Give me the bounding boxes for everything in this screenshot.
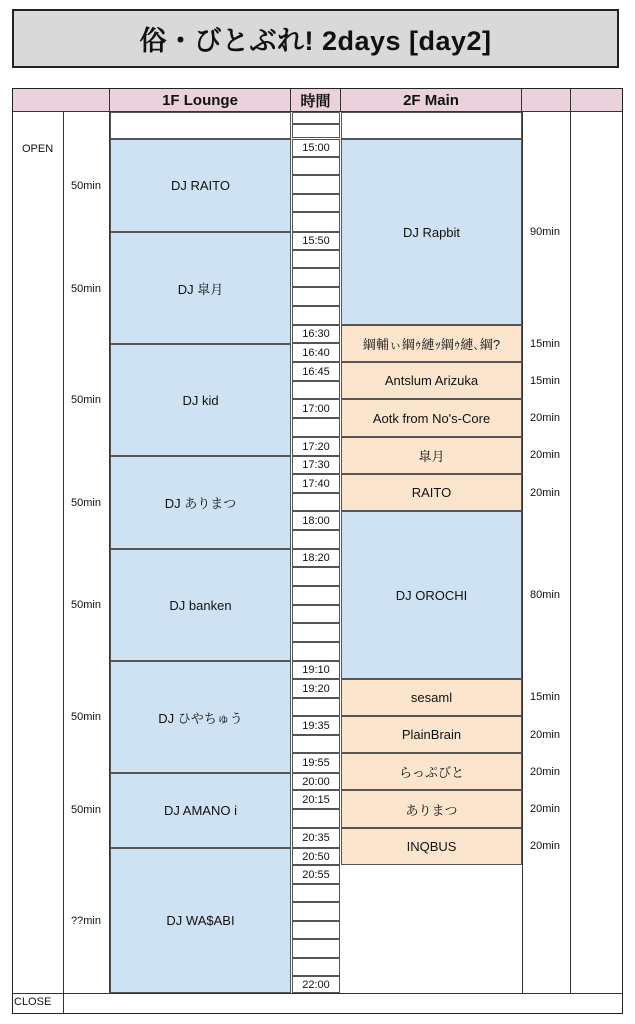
lounge-duration: 50min (71, 804, 101, 816)
col-divider (63, 112, 64, 993)
time-label: 18:00 (292, 511, 340, 530)
lounge-slot: DJ kid (110, 344, 291, 456)
header-blank-right-1 (522, 89, 571, 112)
lounge-duration: ??min (71, 915, 101, 927)
lounge-slot: DJ WA$ABI (110, 848, 291, 993)
main-slot: 綱輔ぃ綱ｩ縺ｯ綱ｩ縺､綱? (341, 325, 522, 362)
lounge-pre-cell (110, 112, 291, 139)
main-duration: 20min (530, 449, 560, 461)
main-slot: DJ Rapbit (341, 139, 522, 325)
time-label: 17:00 (292, 399, 340, 418)
time-label: 20:15 (292, 790, 340, 809)
main-slot: ありまつ (341, 790, 522, 828)
time-cell (292, 287, 340, 306)
time-cell (292, 735, 340, 753)
lounge-slot: DJ banken (110, 549, 291, 661)
lounge-duration: 50min (71, 394, 101, 406)
main-slot: 皐月 (341, 437, 522, 474)
main-duration: 20min (530, 412, 560, 424)
time-cell (292, 268, 340, 287)
main-slot: らっぷびと (341, 753, 522, 790)
time-cell (292, 921, 340, 939)
lounge-slot: DJ RAITO (110, 139, 291, 232)
time-cell (292, 902, 340, 921)
time-label: 16:30 (292, 325, 340, 343)
header-time: 時間 (291, 89, 341, 112)
time-cell (292, 194, 340, 212)
time-cell (292, 157, 340, 175)
time-label: 15:50 (292, 232, 340, 250)
time-cell (292, 493, 340, 511)
main-slot: PlainBrain (341, 716, 522, 753)
main-slot: DJ OROCHI (341, 511, 522, 679)
main-duration: 20min (530, 487, 560, 499)
col-divider (522, 112, 523, 993)
time-label: 16:40 (292, 343, 340, 362)
time-label: 20:00 (292, 773, 340, 790)
time-cell (292, 698, 340, 716)
time-label: 19:20 (292, 679, 340, 698)
main-duration: 20min (530, 803, 560, 815)
open-label: OPEN (22, 143, 54, 155)
time-label: 17:40 (292, 474, 340, 493)
time-cell (292, 175, 340, 194)
page-title: 俗・びとぶれ! 2days [day2] (12, 9, 619, 68)
header-blank-right-2 (571, 89, 622, 112)
time-cell (292, 884, 340, 902)
col-divider (570, 112, 571, 993)
time-cell (292, 567, 340, 586)
main-duration: 15min (530, 338, 560, 350)
time-cell (292, 124, 340, 138)
main-duration: 80min (530, 589, 560, 601)
close-label: CLOSE (14, 996, 52, 1008)
time-label: 22:00 (292, 976, 340, 993)
time-cell (292, 381, 340, 399)
lounge-duration: 50min (71, 711, 101, 723)
lounge-slot: DJ ありまつ (110, 456, 291, 549)
time-cell (292, 642, 340, 661)
lounge-duration: 50min (71, 599, 101, 611)
time-label: 16:45 (292, 362, 340, 381)
lounge-duration: 50min (71, 497, 101, 509)
time-cell (292, 623, 340, 642)
main-pre-cell (341, 112, 522, 139)
lounge-slot: DJ 皐月 (110, 232, 291, 344)
main-slot: Antslum Arizuka (341, 362, 522, 399)
main-duration: 20min (530, 840, 560, 852)
header-blank-left (13, 89, 110, 112)
time-label: 20:55 (292, 865, 340, 884)
main-slot: Aotk from No's-Core (341, 399, 522, 437)
time-cell (292, 586, 340, 605)
time-label: 19:10 (292, 661, 340, 679)
lounge-slot: DJ ひやちゅう (110, 661, 291, 773)
header-main: 2F Main (341, 89, 522, 112)
main-duration: 90min (530, 226, 560, 238)
time-cell (292, 212, 340, 232)
time-label: 19:55 (292, 753, 340, 773)
time-label: 15:00 (292, 139, 340, 157)
time-cell (292, 112, 340, 124)
main-slot: INQBUS (341, 828, 522, 865)
close-row (12, 993, 623, 1014)
lounge-duration: 50min (71, 283, 101, 295)
main-slot: sesaml (341, 679, 522, 716)
header-lounge: 1F Lounge (110, 89, 291, 112)
time-label: 19:35 (292, 716, 340, 735)
time-label: 17:20 (292, 437, 340, 456)
main-duration: 20min (530, 766, 560, 778)
main-slot: RAITO (341, 474, 522, 511)
main-duration: 15min (530, 375, 560, 387)
time-label: 18:20 (292, 549, 340, 567)
time-cell (292, 250, 340, 268)
time-cell (292, 958, 340, 976)
time-cell (292, 530, 340, 549)
time-label: 17:30 (292, 456, 340, 474)
time-label: 20:35 (292, 828, 340, 848)
lounge-slot: DJ AMANO i (110, 773, 291, 848)
main-duration: 20min (530, 729, 560, 741)
time-cell (292, 418, 340, 437)
main-duration: 15min (530, 691, 560, 703)
time-cell (292, 605, 340, 623)
time-label: 20:50 (292, 848, 340, 865)
lounge-duration: 50min (71, 180, 101, 192)
time-cell (292, 809, 340, 828)
time-cell (292, 939, 340, 958)
time-cell (292, 306, 340, 325)
